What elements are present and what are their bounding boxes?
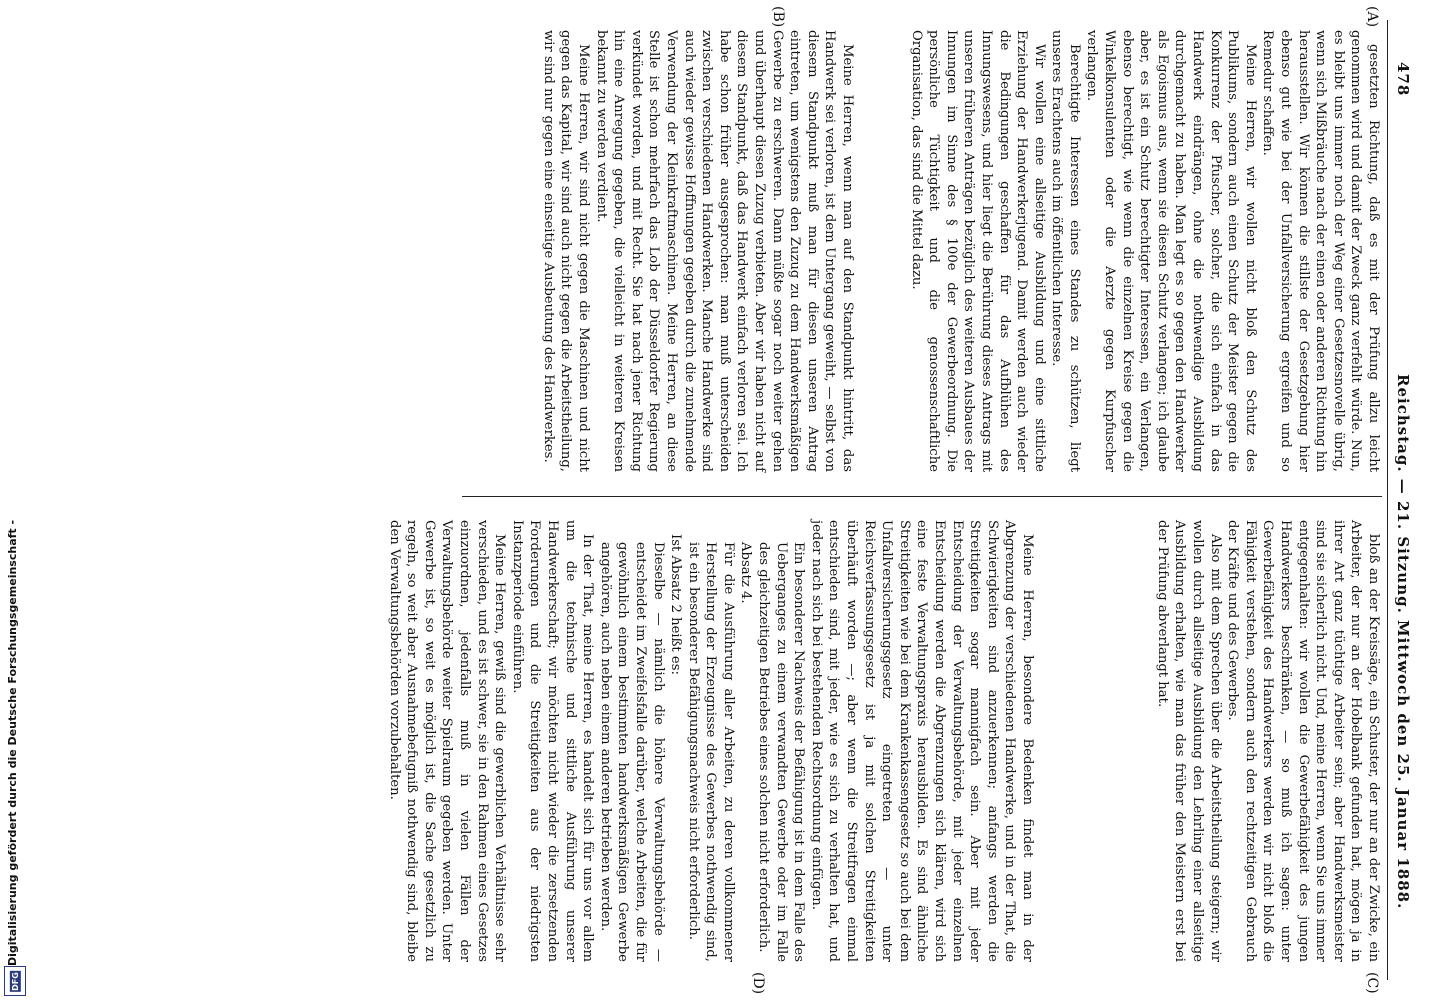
- margin-mark-c: (C): [1364, 972, 1380, 994]
- page-number: 478: [1394, 62, 1412, 97]
- paragraph: Meine Herren, wir sind nicht gegen die Maschinen und nicht gegen das Kapital, wir sind auch nicht gegen die Arbeitstheilung, wir sind nur gegen eine einseitige Ausbeutung des Handwerkes.: [540, 30, 592, 472]
- quoted-paragraph: Für die Ausführung aller Arbeiten, zu deren vollkommener Herstellung der Erzeugnisse des Gewerbes nothwendig sind, ist ein besonderer Befähigungsnachweis nicht erforderlich.: [685, 542, 736, 962]
- quoted-paragraph: Ein besonderer Nachweis der Befähigung ist in dem Falle des Ueberganges zu einem verwandten Gewerbe oder im Falle des gleichzeitigen Betriebes eines solchen nicht erforderlich.: [756, 542, 807, 962]
- quoted-paragraph: Dieselbe — nämlich die höhere Verwaltungsbehörde — entscheidet im Zweifelsfalle darüber, welche Arbeiten, die für gewöhnlich einem bestimmten handwerksmäßigen Gewerbe angehören, auch neben einem anderen betrieben werden.: [597, 542, 666, 962]
- paragraph: Meine Herren, wir wollen nicht bloß den Schutz des Publikums, sondern auch einen Schutz der Meister gegen die Konkurrenz der Pfuscher, solcher, die sich einfach in das Handwerk eindrängen, ohne die nothwendige Ausbildung durchgemacht zu haben. Man legt es so gegen den Handwerker als Egoismus aus, wenn sie diesen Schutz verlangen; ich glaube aber, es ist ein Schutz berechtigter Interessen, ein Verlangen, ebenso berechtigt, wie wenn die einzelnen Kreise gegen die Winkelkonsulenten oder die Aerzte gegen Kurpfuscher verlangen.: [1084, 30, 1258, 472]
- margin-mark-d: (D): [750, 972, 766, 995]
- paragraph: Also mit dem Sprechen über die Arbeitstheilung steigern; wir wollen durch allseitige Ausbildung den Lehrling einer allseitige Ausbildung erhalten, wie man das früher den Meistern erst bei der Prüfung abverlangt hat.: [1154, 520, 1223, 962]
- left-column-lower: [416, 30, 856, 472]
- column-rule: [462, 496, 1382, 497]
- paragraph: Meine Herren, wenn man auf den Standpunkt hintritt, das Handwerk sei verloren, ist dem Untergang geweiht, — selbst von diesem Standpunkt muß man für diesen unseren Antrag eintreten, um wenigstens den Zuzug zu dem Handwerksmäßigen Gewerbe zu erschweren. Dann müßte sogar noch weiter gehen und überhaupt diesen Zuzug verbieten. Aber wir haben nicht auf diesem Standpunkt, daß das Handwerk einfach verloren sei. Ich habe schon früher ausgesprochen: man muß unterscheiden zwischen verschiedenen Handwerken. Manche Handwerke sind auch wieder gewisse Hoffnungen gegeben durch die zunehmende Verwendung der Kleinkraftmaschinen. Meine Herren, an diese Stelle ist schon mehrfach das Lob der Düsseldorfer Regierung verkündet worden, und mit Recht. Sie hat nach jener Richtung hin eine Anregung gegeben, die vielleicht in weiteren Kreisen bekannt zu werden verdient.: [593, 30, 855, 472]
- paragraph: Wir wollen eine allseitige Ausbildung und eine sittliche Erziehung der Handwerkerjugend. Damit werden auch wieder die Bedingungen geschaffen für das Aufblühen des Innungswesens, und hier liegt die Berührung dieses Antrags mit unseren früheren Anträgen bezüglich des weiteren Ausbaues der Innungen im Sinne des § 100e der Gewerbeordnung. Die persönliche Tüchtigkeit und die genossenschaftliche Organisation, das sind die Mittel dazu.: [908, 30, 1047, 472]
- running-title: Reichstag. — 21. Sitzung. Mittwoch den 25. Januar 1888.: [1394, 374, 1412, 910]
- rotated-page-content: [16, 0, 1416, 1000]
- right-column-upper: [1052, 520, 1382, 962]
- margin-mark-b: (B): [770, 6, 786, 28]
- right-column-lower: [386, 520, 1036, 962]
- paragraph: In der That, meine Herren, es handelt sich für uns vor allem um die technische und sittliche Ausführung unserer Handwerkerschaft; wir möchten nicht wieder die zersetzenden Forderungen und die Streitigkeiten aus der niedrigsten Instanzperiode einführen.: [509, 520, 596, 962]
- header-rule: [1387, 20, 1388, 980]
- paragraph: Ist Absatz 2 heißt es:: [668, 534, 684, 675]
- credit-text: Digitalisierung gefördert durch die Deutsche Forschungsgemeinschaft -: [6, 519, 19, 966]
- page-header: [1388, 14, 1412, 986]
- paragraph: Meine Herren, gewiß sind die gewerblichen Verhältnisse sehr verschieden, und es ist schwer, sie in den Rahmen eines Gesetzes einzuordnen, jedenfalls muß in vielen Fällen der Verwaltungsbehörde weiter Spielraum gegeben werden. Unter Gewerbe ist, so weit es möglich ist, die Sache gesetzlich zu regeln, so weit aber Ausnahmebefugniß nothwendig sind, bleibe den Verwaltungsbehörden vorzubehalten.: [386, 520, 508, 962]
- paragraph: Berechtigte Interessen eines Standes zu schützen, liegt unseres Erachtens auch im öffentlichen Interesse.: [1049, 30, 1082, 472]
- paragraph: bloß an der Kreissäge, ein Schuster, der nur an der Zwicke, ein Arbeiter, der nur an der Hobelbank gefunden hat, mögen ja in ihrer Art ganz tüchtige Arbeiter sein; aber Handwerksmeister sind sie sicherlich nicht. Und, meine Herren, wenn Sie uns immer entgegenhalten: wir wollen die Gewerbefähigkeit des jungen Handwerkers beschränken, — so muß ich sagen: unter Gewerbefähigkeit des Handwerkers werden wir nicht bloß die Fähigkeit verstehen, sondern auch den rechtzeitigen Gebrauch der Kräfte und des Gewerbes.: [1225, 520, 1381, 962]
- left-column-upper: [908, 30, 1382, 472]
- section-label: Absatz 4.: [738, 542, 754, 604]
- margin-mark-a: (A): [1364, 6, 1380, 28]
- paragraph: gesetzten Richtung, daß es mit der Prüfung allzu leicht genommen wird und damit der Zweck ganz verfehlt würde. Nun, es bleibt uns immer noch der Weg einer Gesetzesnovelle übrig, wenn sich Mißbräuche nach der einen oder anderen Richtung hin herausstellen. Wir können die stillste der Gesetzgebung hier ebenso gut wie bei der Unfallversicherung ergreifen und so Remedur schaffen.: [1260, 30, 1381, 472]
- dfg-logo-text: DFG: [10, 971, 20, 991]
- paragraph: Meine Herren, besondere Bedenken findet man in der Abgrenzung der verschiedenen Handwerke, und in der That, die Schwierigkeiten sind anzuerkennen; anfangs werden die Streitigkeiten sogar mannigfach sein. Aber mit jeder Entscheidung der Verwaltungsbehörde, mit jeder einzelnen Entscheidung werden die Abgrenzungen sich klären, wird sich eine feste Verwaltungspraxis herausbilden. Es sind ähnliche Streitigkeiten wie bei dem Krankenkassengesetz so auch bei dem Unfallversicherungsgesetz eingetreten — unter Reichsverfassungsgesetz ist ja mit solchen Streitigkeiten überhäuft worden —; aber wenn die Streitfragen einmal entschieden sind, mit jeder, wie es sich zu verhalten hat, und jeder nach sich bei bestehenden Rechtsordnung einfügen.: [808, 520, 1035, 962]
